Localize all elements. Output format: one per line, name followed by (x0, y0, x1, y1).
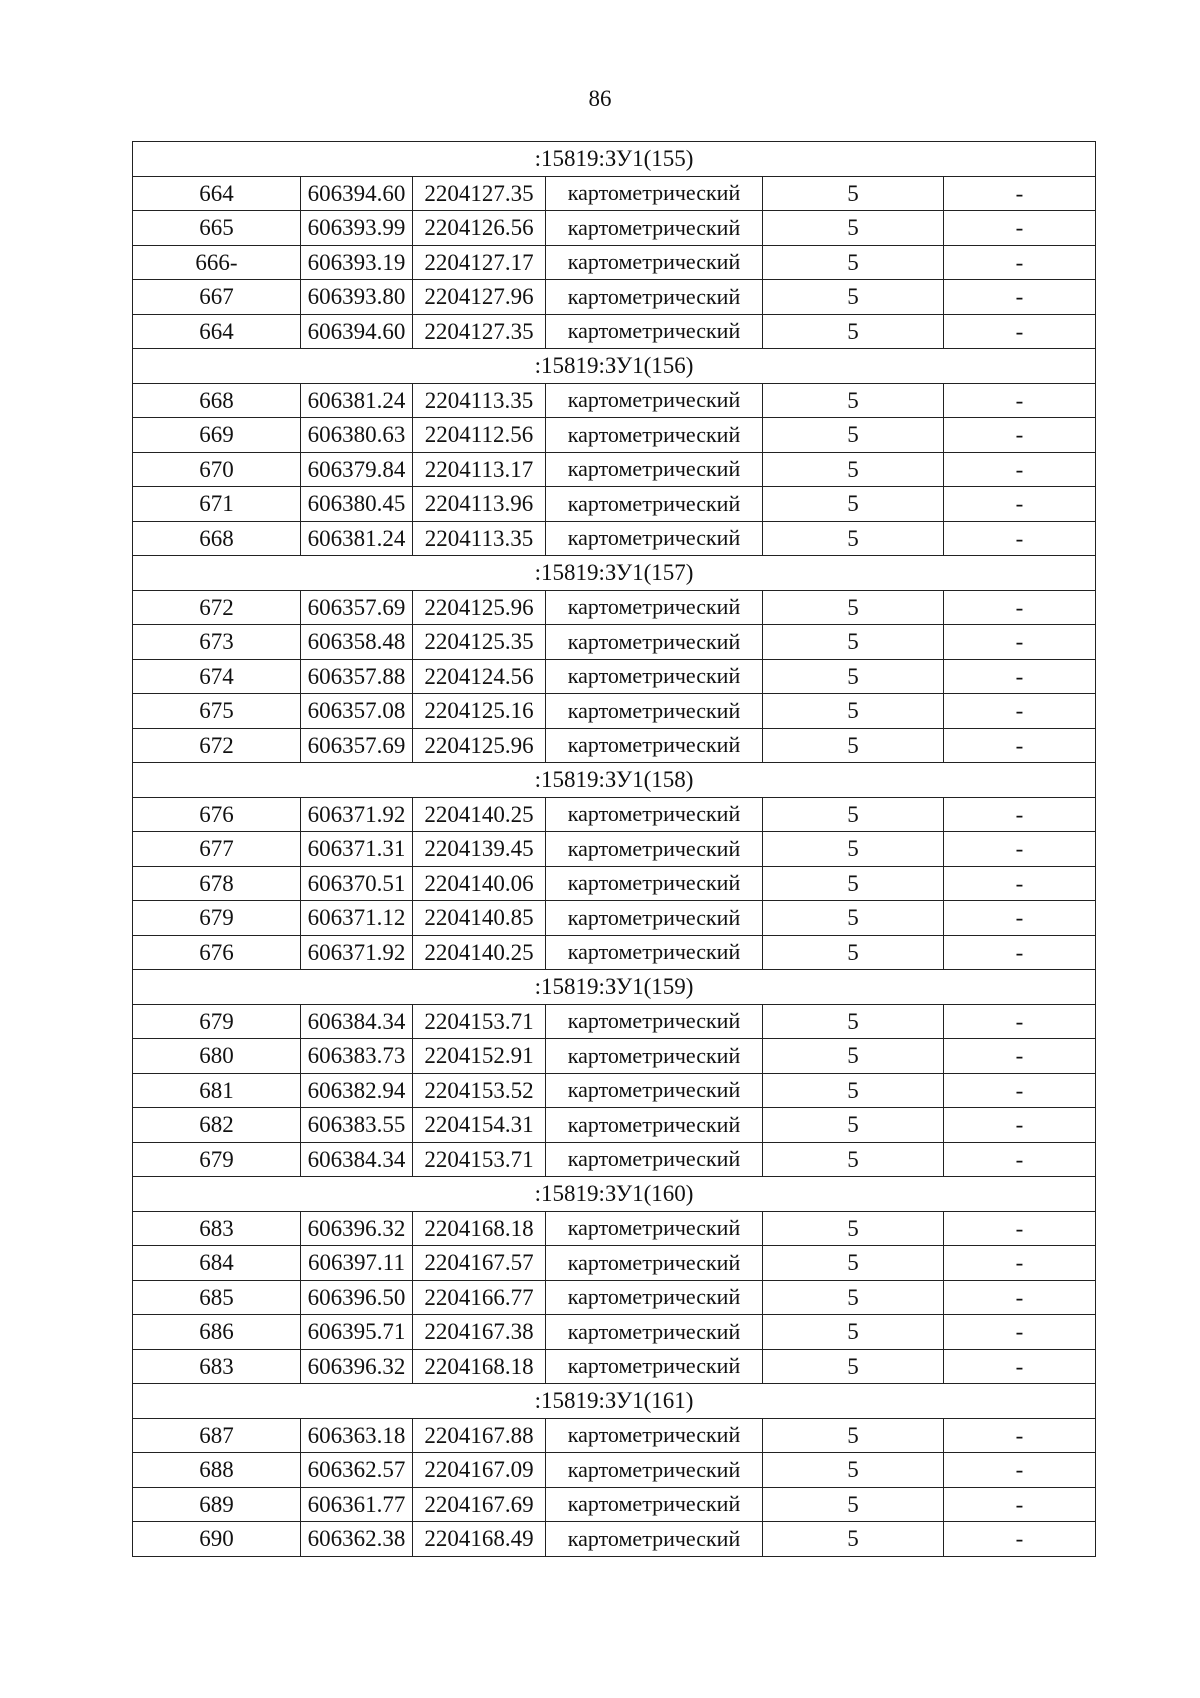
table-row (133, 245, 1096, 280)
description: - (944, 211, 1096, 246)
coordinates-table (132, 141, 1096, 1557)
accuracy: 5 (763, 1280, 944, 1315)
description: - (944, 659, 1096, 694)
method: картометрический (546, 245, 763, 280)
x-coordinate: 606394.60 (301, 314, 413, 349)
y-coordinate: 2204168.49 (413, 1522, 546, 1557)
section-title: :15819:ЗУ1(157) (133, 556, 1096, 591)
point-number: 672 (133, 728, 301, 763)
page-number: 86 (588, 86, 612, 111)
description: - (944, 625, 1096, 660)
description: - (944, 487, 1096, 522)
accuracy: 5 (763, 625, 944, 660)
section-title: :15819:ЗУ1(161) (133, 1384, 1096, 1419)
accuracy: 5 (763, 1349, 944, 1384)
section-header-row (133, 970, 1096, 1005)
section-header-row (133, 1384, 1096, 1419)
section-title: :15819:ЗУ1(156) (133, 349, 1096, 384)
accuracy: 5 (763, 1487, 944, 1522)
table-row (133, 383, 1096, 418)
description: - (944, 694, 1096, 729)
accuracy: 5 (763, 1418, 944, 1453)
accuracy: 5 (763, 1522, 944, 1557)
table-row (133, 866, 1096, 901)
point-number: 674 (133, 659, 301, 694)
x-coordinate: 606357.08 (301, 694, 413, 729)
point-number: 685 (133, 1280, 301, 1315)
method: картометрический (546, 1315, 763, 1350)
table-row (133, 1453, 1096, 1488)
table-row (133, 694, 1096, 729)
x-coordinate: 606363.18 (301, 1418, 413, 1453)
point-number: 673 (133, 625, 301, 660)
y-coordinate: 2204125.96 (413, 590, 546, 625)
y-coordinate: 2204139.45 (413, 832, 546, 867)
table-row (133, 1073, 1096, 1108)
y-coordinate: 2204113.35 (413, 521, 546, 556)
method: картометрический (546, 590, 763, 625)
x-coordinate: 606384.34 (301, 1142, 413, 1177)
table-row (133, 487, 1096, 522)
y-coordinate: 2204153.52 (413, 1073, 546, 1108)
y-coordinate: 2204113.96 (413, 487, 546, 522)
description: - (944, 1039, 1096, 1074)
accuracy: 5 (763, 314, 944, 349)
description: - (944, 452, 1096, 487)
description: - (944, 1246, 1096, 1281)
description: - (944, 1453, 1096, 1488)
x-coordinate: 606371.12 (301, 901, 413, 936)
method: картометрический (546, 625, 763, 660)
method: картометрический (546, 1246, 763, 1281)
method: картометрический (546, 211, 763, 246)
table-row (133, 1246, 1096, 1281)
table-row (133, 832, 1096, 867)
accuracy: 5 (763, 1039, 944, 1074)
description: - (944, 590, 1096, 625)
y-coordinate: 2204152.91 (413, 1039, 546, 1074)
section-title: :15819:ЗУ1(155) (133, 142, 1096, 177)
y-coordinate: 2204153.71 (413, 1142, 546, 1177)
method: картометрический (546, 659, 763, 694)
accuracy: 5 (763, 1108, 944, 1143)
point-number: 665 (133, 211, 301, 246)
point-number: 677 (133, 832, 301, 867)
point-number: 690 (133, 1522, 301, 1557)
table-row (133, 590, 1096, 625)
point-number: 668 (133, 383, 301, 418)
method: картометрический (546, 521, 763, 556)
coordinates-table-body (133, 142, 1096, 1557)
point-number: 680 (133, 1039, 301, 1074)
accuracy: 5 (763, 1211, 944, 1246)
section-header-row (133, 1177, 1096, 1212)
table-row (133, 797, 1096, 832)
accuracy: 5 (763, 659, 944, 694)
point-number: 684 (133, 1246, 301, 1281)
y-coordinate: 2204127.17 (413, 245, 546, 280)
method: картометрический (546, 866, 763, 901)
x-coordinate: 606393.19 (301, 245, 413, 280)
accuracy: 5 (763, 832, 944, 867)
y-coordinate: 2204167.09 (413, 1453, 546, 1488)
table-row (133, 935, 1096, 970)
description: - (944, 418, 1096, 453)
section-title: :15819:ЗУ1(160) (133, 1177, 1096, 1212)
method: картометрический (546, 1418, 763, 1453)
table-row (133, 1004, 1096, 1039)
x-coordinate: 606357.69 (301, 590, 413, 625)
point-number: 688 (133, 1453, 301, 1488)
y-coordinate: 2204153.71 (413, 1004, 546, 1039)
accuracy: 5 (763, 694, 944, 729)
point-number: 664 (133, 314, 301, 349)
x-coordinate: 606370.51 (301, 866, 413, 901)
method: картометрический (546, 1211, 763, 1246)
description: - (944, 1280, 1096, 1315)
y-coordinate: 2204112.56 (413, 418, 546, 453)
accuracy: 5 (763, 866, 944, 901)
table-row (133, 625, 1096, 660)
table-row (133, 1039, 1096, 1074)
point-number: 681 (133, 1073, 301, 1108)
method: картометрический (546, 1039, 763, 1074)
x-coordinate: 606384.34 (301, 1004, 413, 1039)
method: картометрический (546, 832, 763, 867)
point-number: 672 (133, 590, 301, 625)
x-coordinate: 606358.48 (301, 625, 413, 660)
point-number: 679 (133, 1142, 301, 1177)
accuracy: 5 (763, 728, 944, 763)
method: картометрический (546, 728, 763, 763)
point-number: 682 (133, 1108, 301, 1143)
description: - (944, 728, 1096, 763)
method: картометрический (546, 1073, 763, 1108)
x-coordinate: 606362.38 (301, 1522, 413, 1557)
method: картометрический (546, 1487, 763, 1522)
method: картометрический (546, 314, 763, 349)
x-coordinate: 606396.32 (301, 1349, 413, 1384)
point-number: 670 (133, 452, 301, 487)
accuracy: 5 (763, 452, 944, 487)
description: - (944, 1522, 1096, 1557)
point-number: 679 (133, 1004, 301, 1039)
description: - (944, 1073, 1096, 1108)
x-coordinate: 606382.94 (301, 1073, 413, 1108)
accuracy: 5 (763, 280, 944, 315)
method: картометрический (546, 1522, 763, 1557)
description: - (944, 280, 1096, 315)
y-coordinate: 2204140.85 (413, 901, 546, 936)
accuracy: 5 (763, 487, 944, 522)
section-header-row (133, 349, 1096, 384)
y-coordinate: 2204124.56 (413, 659, 546, 694)
description: - (944, 935, 1096, 970)
section-header-row (133, 556, 1096, 591)
y-coordinate: 2204113.35 (413, 383, 546, 418)
x-coordinate: 606380.63 (301, 418, 413, 453)
y-coordinate: 2204168.18 (413, 1211, 546, 1246)
table-row (133, 1211, 1096, 1246)
table-row (133, 728, 1096, 763)
method: картометрический (546, 176, 763, 211)
method: картометрический (546, 1280, 763, 1315)
description: - (944, 1142, 1096, 1177)
point-number: 676 (133, 797, 301, 832)
y-coordinate: 2204167.69 (413, 1487, 546, 1522)
point-number: 679 (133, 901, 301, 936)
method: картометрический (546, 1004, 763, 1039)
x-coordinate: 606393.99 (301, 211, 413, 246)
accuracy: 5 (763, 1142, 944, 1177)
x-coordinate: 606379.84 (301, 452, 413, 487)
table-row (133, 1418, 1096, 1453)
accuracy: 5 (763, 1315, 944, 1350)
x-coordinate: 606396.32 (301, 1211, 413, 1246)
point-number: 668 (133, 521, 301, 556)
accuracy: 5 (763, 176, 944, 211)
description: - (944, 901, 1096, 936)
accuracy: 5 (763, 590, 944, 625)
table-row (133, 659, 1096, 694)
x-coordinate: 606394.60 (301, 176, 413, 211)
y-coordinate: 2204127.35 (413, 176, 546, 211)
method: картометрический (546, 487, 763, 522)
y-coordinate: 2204113.17 (413, 452, 546, 487)
y-coordinate: 2204125.96 (413, 728, 546, 763)
x-coordinate: 606397.11 (301, 1246, 413, 1281)
method: картометрический (546, 901, 763, 936)
x-coordinate: 606381.24 (301, 521, 413, 556)
point-number: 683 (133, 1211, 301, 1246)
description: - (944, 383, 1096, 418)
method: картометрический (546, 383, 763, 418)
section-title: :15819:ЗУ1(158) (133, 763, 1096, 798)
method: картометрический (546, 280, 763, 315)
table-row (133, 314, 1096, 349)
accuracy: 5 (763, 1004, 944, 1039)
table-row (133, 1487, 1096, 1522)
y-coordinate: 2204168.18 (413, 1349, 546, 1384)
point-number: 676 (133, 935, 301, 970)
y-coordinate: 2204167.57 (413, 1246, 546, 1281)
x-coordinate: 606371.92 (301, 935, 413, 970)
description: - (944, 314, 1096, 349)
accuracy: 5 (763, 383, 944, 418)
point-number: 675 (133, 694, 301, 729)
y-coordinate: 2204140.25 (413, 797, 546, 832)
y-coordinate: 2204166.77 (413, 1280, 546, 1315)
point-number: 683 (133, 1349, 301, 1384)
x-coordinate: 606396.50 (301, 1280, 413, 1315)
point-number: 671 (133, 487, 301, 522)
accuracy: 5 (763, 1453, 944, 1488)
method: картометрический (546, 452, 763, 487)
method: картометрический (546, 935, 763, 970)
description: - (944, 1418, 1096, 1453)
table-row (133, 280, 1096, 315)
x-coordinate: 606383.73 (301, 1039, 413, 1074)
description: - (944, 1315, 1096, 1350)
description: - (944, 1487, 1096, 1522)
y-coordinate: 2204140.25 (413, 935, 546, 970)
section-title: :15819:ЗУ1(159) (133, 970, 1096, 1005)
table-row (133, 1142, 1096, 1177)
accuracy: 5 (763, 245, 944, 280)
point-number: 678 (133, 866, 301, 901)
description: - (944, 866, 1096, 901)
point-number: 664 (133, 176, 301, 211)
accuracy: 5 (763, 521, 944, 556)
table-row (133, 211, 1096, 246)
table-row (133, 901, 1096, 936)
method: картометрический (546, 1349, 763, 1384)
y-coordinate: 2204127.35 (413, 314, 546, 349)
x-coordinate: 606371.31 (301, 832, 413, 867)
x-coordinate: 606361.77 (301, 1487, 413, 1522)
y-coordinate: 2204167.88 (413, 1418, 546, 1453)
accuracy: 5 (763, 1246, 944, 1281)
table-row (133, 452, 1096, 487)
section-header-row (133, 763, 1096, 798)
description: - (944, 1004, 1096, 1039)
point-number: 687 (133, 1418, 301, 1453)
point-number: 666- (133, 245, 301, 280)
method: картометрический (546, 694, 763, 729)
method: картометрический (546, 1108, 763, 1143)
point-number: 686 (133, 1315, 301, 1350)
description: - (944, 176, 1096, 211)
x-coordinate: 606381.24 (301, 383, 413, 418)
table-row (133, 1315, 1096, 1350)
accuracy: 5 (763, 901, 944, 936)
x-coordinate: 606395.71 (301, 1315, 413, 1350)
accuracy: 5 (763, 418, 944, 453)
x-coordinate: 606371.92 (301, 797, 413, 832)
x-coordinate: 606383.55 (301, 1108, 413, 1143)
description: - (944, 521, 1096, 556)
method: картометрический (546, 797, 763, 832)
table-row (133, 176, 1096, 211)
description: - (944, 1349, 1096, 1384)
method: картометрический (546, 418, 763, 453)
method: картометрический (546, 1453, 763, 1488)
point-number: 689 (133, 1487, 301, 1522)
y-coordinate: 2204125.16 (413, 694, 546, 729)
description: - (944, 832, 1096, 867)
table-row (133, 1522, 1096, 1557)
y-coordinate: 2204125.35 (413, 625, 546, 660)
table-row (133, 1280, 1096, 1315)
x-coordinate: 606380.45 (301, 487, 413, 522)
y-coordinate: 2204127.96 (413, 280, 546, 315)
x-coordinate: 606393.80 (301, 280, 413, 315)
y-coordinate: 2204140.06 (413, 866, 546, 901)
table-row (133, 1108, 1096, 1143)
description: - (944, 1108, 1096, 1143)
point-number: 667 (133, 280, 301, 315)
accuracy: 5 (763, 935, 944, 970)
accuracy: 5 (763, 211, 944, 246)
table-row (133, 418, 1096, 453)
x-coordinate: 606362.57 (301, 1453, 413, 1488)
point-number: 669 (133, 418, 301, 453)
y-coordinate: 2204126.56 (413, 211, 546, 246)
x-coordinate: 606357.88 (301, 659, 413, 694)
accuracy: 5 (763, 797, 944, 832)
table-row (133, 1349, 1096, 1384)
description: - (944, 797, 1096, 832)
y-coordinate: 2204154.31 (413, 1108, 546, 1143)
method: картометрический (546, 1142, 763, 1177)
section-header-row (133, 142, 1096, 177)
description: - (944, 245, 1096, 280)
x-coordinate: 606357.69 (301, 728, 413, 763)
description: - (944, 1211, 1096, 1246)
accuracy: 5 (763, 1073, 944, 1108)
table-row (133, 521, 1096, 556)
y-coordinate: 2204167.38 (413, 1315, 546, 1350)
